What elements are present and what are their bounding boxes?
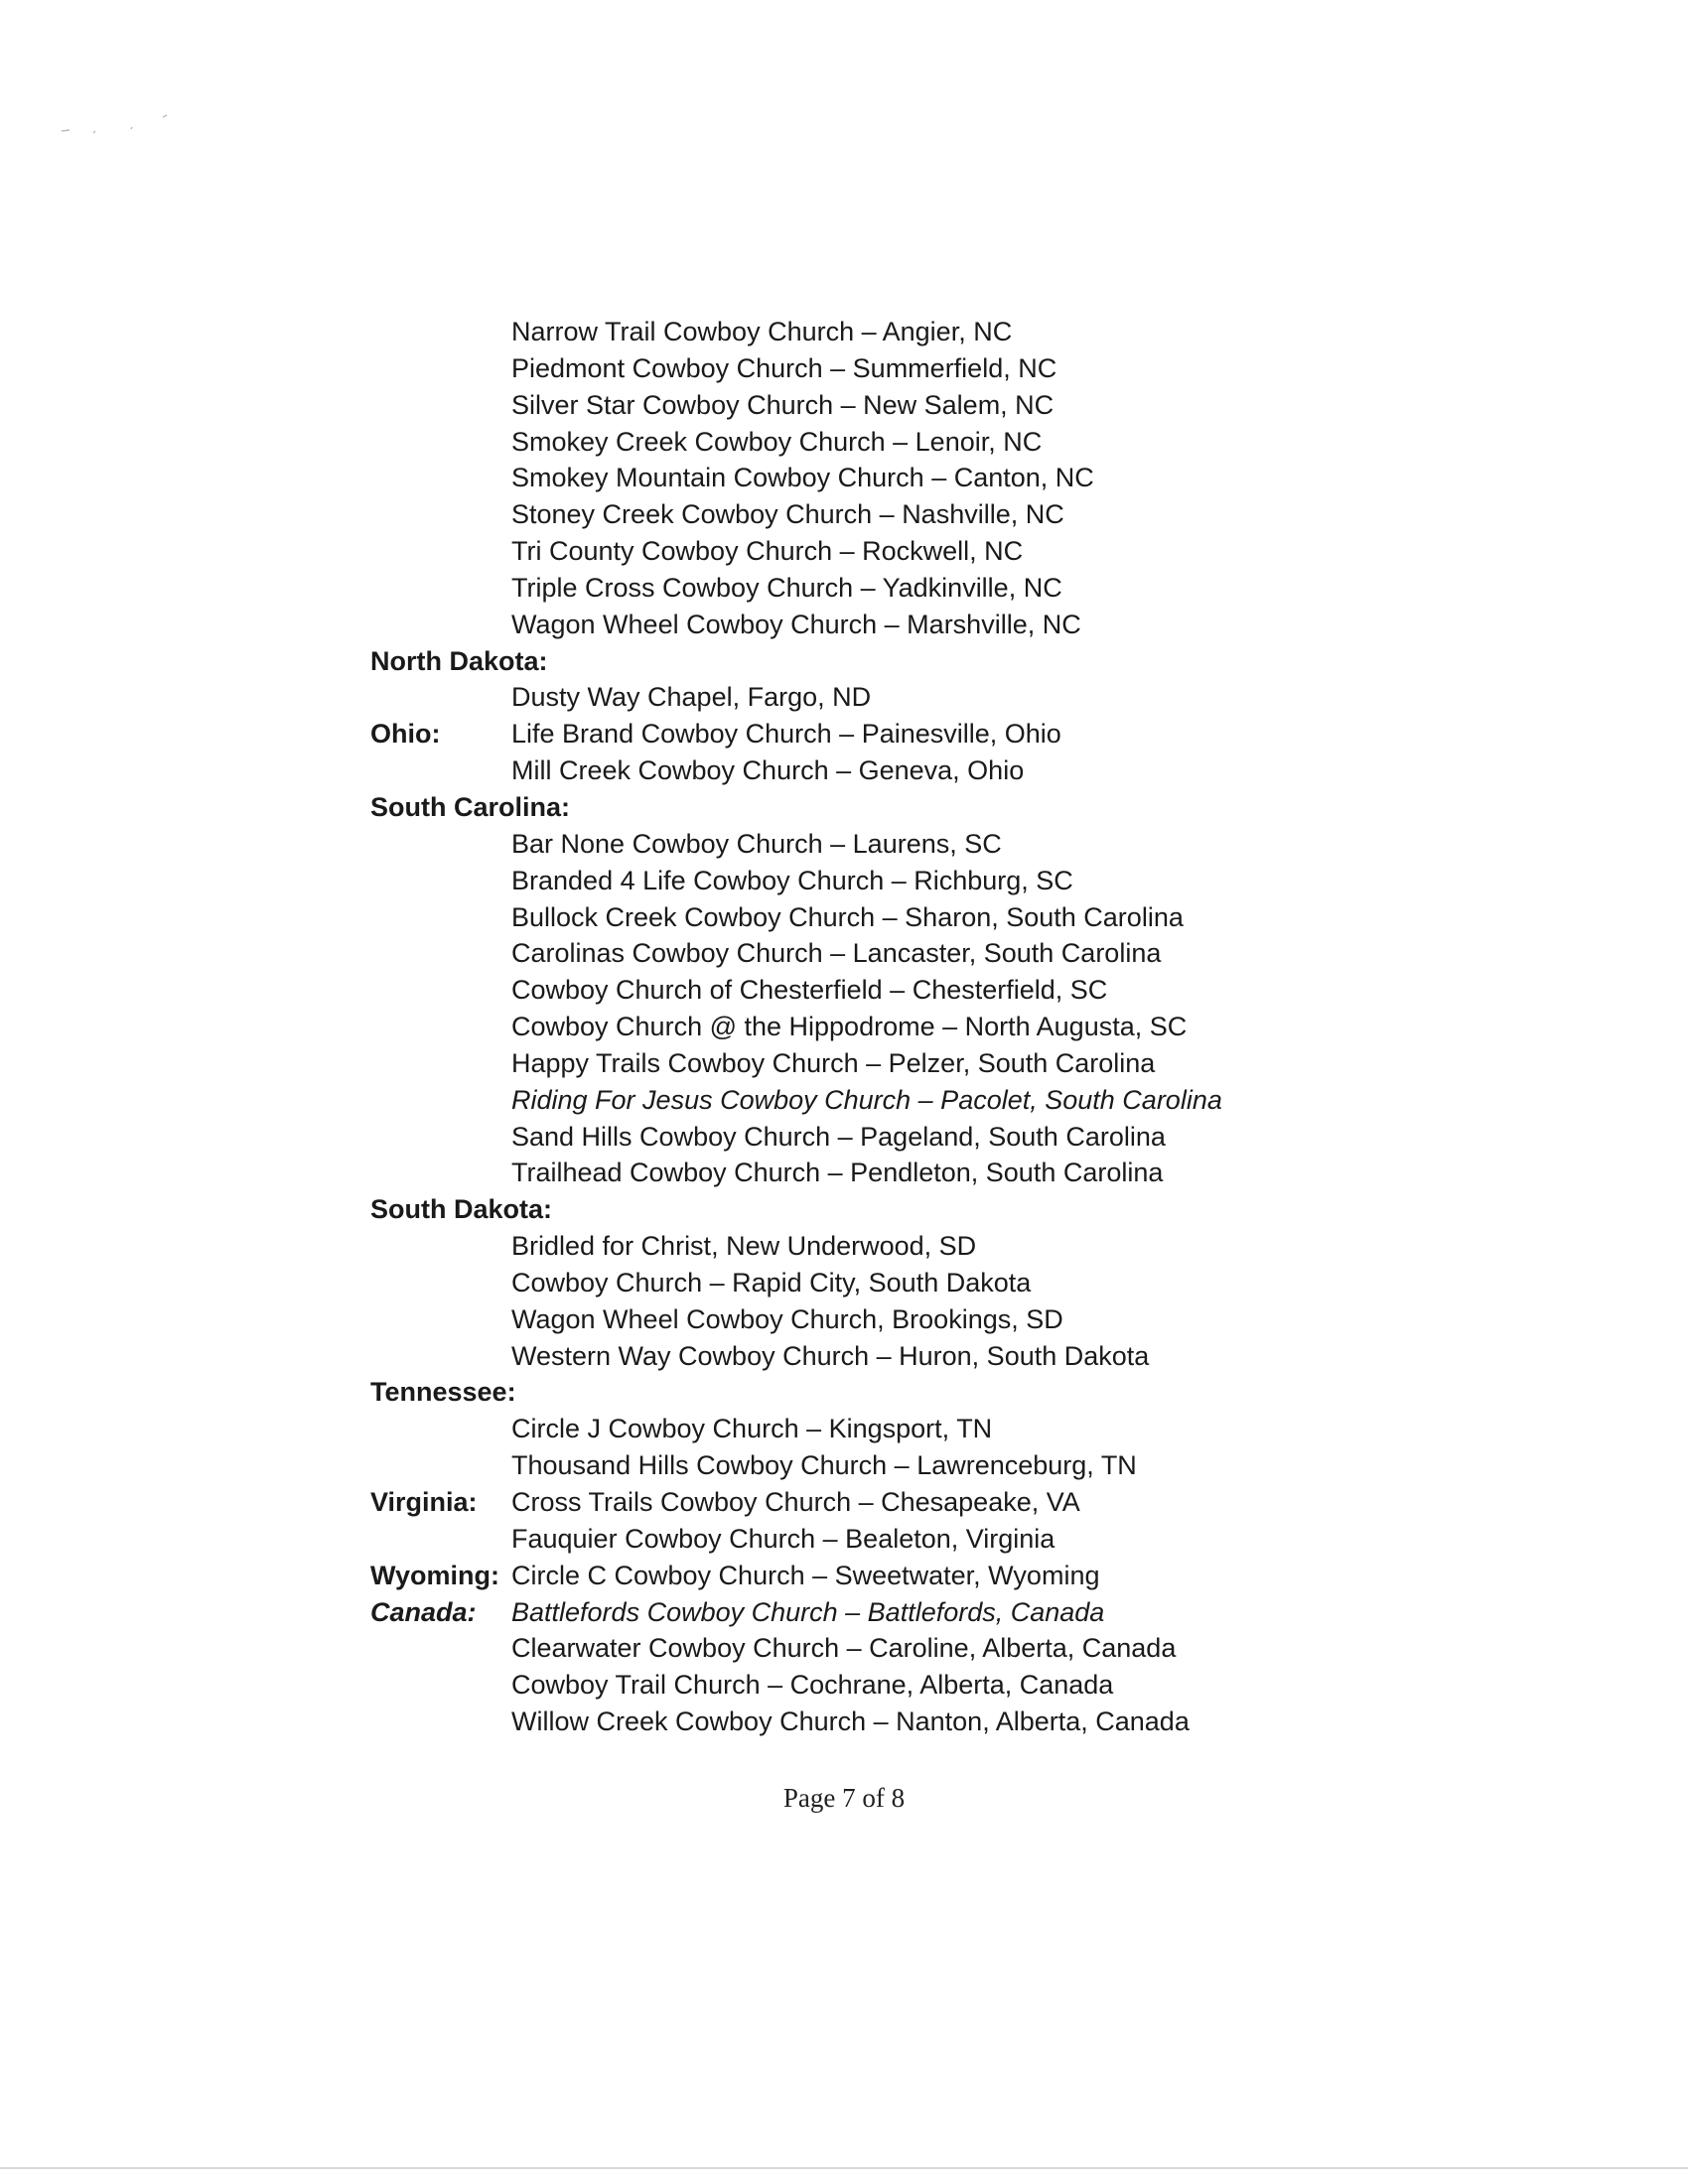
church-entry: Bar None Cowboy Church – Laurens, SC — [511, 828, 1002, 859]
list-item — [370, 1191, 1363, 1228]
list-item — [370, 935, 1363, 972]
church-entry: Bullock Creek Cowboy Church – Sharon, South Carolina — [511, 901, 1184, 932]
list-item — [370, 424, 1363, 461]
church-directory-list — [370, 314, 1363, 1740]
list-item — [370, 716, 1363, 752]
list-item — [370, 1447, 1363, 1484]
church-entry: Smokey Creek Cowboy Church – Lenoir, NC — [511, 426, 1043, 457]
list-item — [370, 1155, 1363, 1191]
church-entry: Thousand Hills Cowboy Church – Lawrenceburg, TN — [511, 1450, 1137, 1481]
list-item — [370, 387, 1363, 424]
list-item — [370, 496, 1363, 533]
state-label: Ohio: — [370, 719, 441, 750]
list-item — [370, 643, 1363, 680]
list-item — [370, 1301, 1363, 1338]
church-entry: Fauquier Cowboy Church – Bealeton, Virginia — [511, 1523, 1055, 1554]
list-item — [370, 752, 1363, 789]
church-entry: Silver Star Cowboy Church – New Salem, NC — [511, 389, 1055, 420]
list-item — [370, 350, 1363, 387]
church-entry: Cowboy Church of Chesterfield – Chesterfield, SC — [511, 975, 1108, 1006]
scan-artifact-marks — [60, 111, 179, 141]
church-entry: Triple Cross Cowboy Church – Yadkinville, NC — [511, 572, 1062, 603]
list-item — [370, 1630, 1363, 1667]
list-item — [370, 1045, 1363, 1082]
list-item — [370, 972, 1363, 1009]
list-item — [370, 826, 1363, 863]
list-item — [370, 789, 1363, 826]
church-entry: Piedmont Cowboy Church – Summerfield, NC — [511, 352, 1057, 383]
church-entry: Branded 4 Life Cowboy Church – Richburg, SC — [511, 865, 1073, 895]
list-item — [370, 314, 1363, 350]
list-item — [370, 679, 1363, 716]
church-entry: Stoney Creek Cowboy Church – Nashville, NC — [511, 499, 1064, 530]
church-entry: Clearwater Cowboy Church – Caroline, Alberta, Canada — [511, 1633, 1177, 1664]
church-entry: Trailhead Cowboy Church – Pendleton, South Carolina — [511, 1158, 1164, 1188]
list-item — [370, 1558, 1363, 1594]
church-entry: Circle J Cowboy Church – Kingsport, TN — [511, 1414, 993, 1444]
list-item — [370, 1009, 1363, 1045]
list-item — [370, 570, 1363, 607]
church-entry: Cowboy Church – Rapid City, South Dakota — [511, 1267, 1032, 1297]
state-label: Canada: — [370, 1596, 477, 1627]
church-entry: Bridled for Christ, New Underwood, SD — [511, 1231, 977, 1262]
church-entry: Cross Trails Cowboy Church – Chesapeake, VA — [511, 1487, 1080, 1517]
church-entry: Western Way Cowboy Church – Huron, South Dakota — [511, 1340, 1150, 1371]
state-label: Tennessee: — [370, 1377, 516, 1408]
list-item — [370, 460, 1363, 496]
church-entry: Wagon Wheel Cowboy Church, Brookings, SD — [511, 1303, 1063, 1334]
church-entry: Happy Trails Cowboy Church – Pelzer, South Carolina — [511, 1047, 1156, 1078]
list-item — [370, 1594, 1363, 1631]
church-entry: Dusty Way Chapel, Fargo, ND — [511, 682, 872, 713]
state-label: Virginia: — [370, 1487, 478, 1517]
list-item — [370, 1119, 1363, 1156]
church-entry: Battlefords Cowboy Church – Battlefords, Canada — [511, 1596, 1105, 1627]
state-label: North Dakota: — [370, 645, 548, 676]
list-item — [370, 899, 1363, 936]
state-label: Wyoming: — [370, 1560, 499, 1590]
page-number: Page 7 of 8 — [782, 1783, 906, 1813]
list-item — [370, 1521, 1363, 1558]
state-label: South Dakota: — [370, 1194, 553, 1225]
list-item — [370, 1411, 1363, 1447]
list-item — [370, 1374, 1363, 1411]
list-item — [370, 863, 1363, 899]
list-item — [370, 607, 1363, 643]
list-item — [370, 1228, 1363, 1265]
church-entry: Willow Creek Cowboy Church – Nanton, Alberta, Canada — [511, 1706, 1190, 1737]
list-item — [370, 533, 1363, 570]
church-entry: Sand Hills Cowboy Church – Pageland, South Carolina — [511, 1121, 1166, 1152]
list-item — [370, 1704, 1363, 1740]
church-entry: Circle C Cowboy Church – Sweetwater, Wyoming — [511, 1560, 1100, 1590]
church-entry: Tri County Cowboy Church – Rockwell, NC — [511, 536, 1024, 567]
church-entry: Life Brand Cowboy Church – Painesville, Ohio — [511, 719, 1061, 750]
church-entry: Narrow Trail Cowboy Church – Angier, NC — [511, 317, 1013, 346]
church-entry: Riding For Jesus Cowboy Church – Pacolet, South Carolina — [511, 1084, 1222, 1115]
scan-edge-divider — [0, 2167, 1688, 2169]
list-item — [370, 1667, 1363, 1704]
church-entry: Cowboy Church @ the Hippodrome – North Augusta, SC — [511, 1012, 1188, 1042]
list-item — [370, 1338, 1363, 1375]
list-item — [370, 1265, 1363, 1301]
list-item — [370, 1082, 1363, 1119]
church-entry: Carolinas Cowboy Church – Lancaster, South Carolina — [511, 938, 1162, 969]
state-label: South Carolina: — [370, 791, 570, 822]
church-entry: Mill Creek Cowboy Church – Geneva, Ohio — [511, 755, 1025, 786]
church-entry: Smokey Mountain Cowboy Church – Canton, NC — [511, 463, 1094, 493]
church-entry: Cowboy Trail Church – Cochrane, Alberta, Canada — [511, 1670, 1114, 1701]
list-item — [370, 1484, 1363, 1521]
church-entry: Wagon Wheel Cowboy Church – Marshville, NC — [511, 609, 1081, 639]
